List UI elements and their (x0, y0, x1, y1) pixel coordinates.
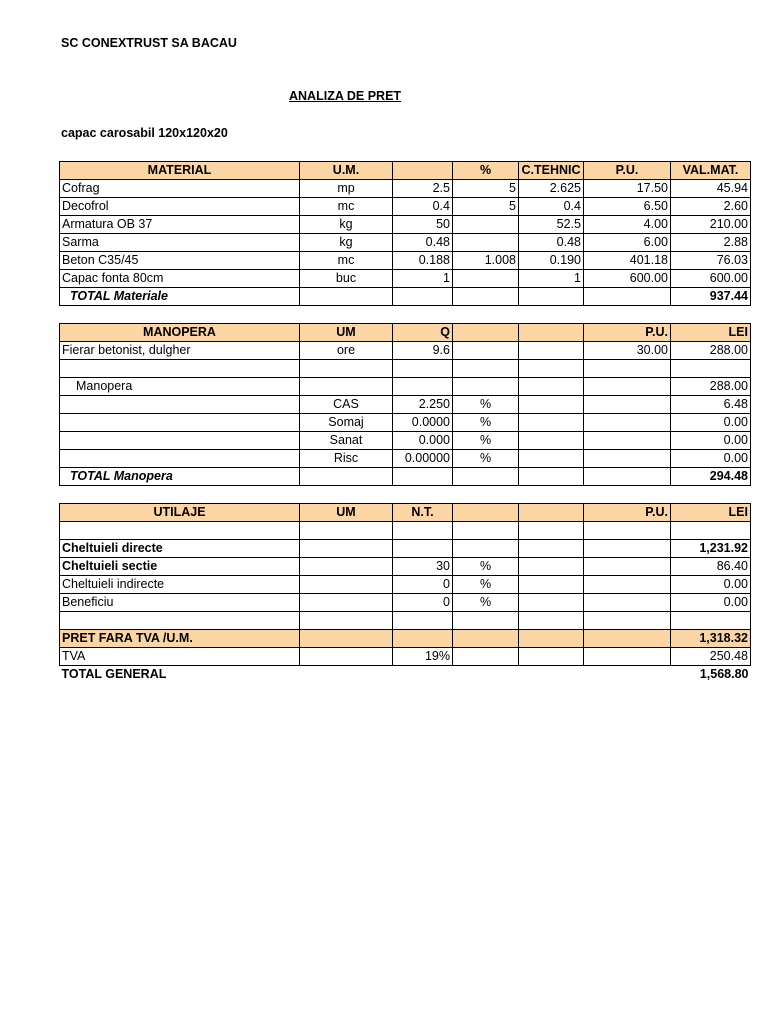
cell: 0 (393, 594, 453, 612)
table-row (60, 270, 751, 288)
cell: 210.00 (671, 216, 751, 234)
col-header (519, 324, 584, 342)
cell: 2.625 (519, 180, 584, 198)
col-header: UTILAJE (60, 504, 300, 522)
cell: % (453, 576, 519, 594)
col-header: C.TEHNIC (519, 162, 584, 180)
total-value: 937.44 (671, 288, 751, 306)
total-label: TOTAL Manopera (60, 468, 300, 486)
cell: 30 (393, 558, 453, 576)
total-label: TOTAL Materiale (60, 288, 300, 306)
cell: Cheltuieli directe (60, 540, 300, 558)
utilaje-header-row (60, 504, 751, 522)
cell: 0.00 (671, 576, 751, 594)
grand-total-value: 1,568.80 (699, 667, 749, 681)
col-header: P.U. (584, 162, 671, 180)
cell: 0.190 (519, 252, 584, 270)
tva-row (60, 648, 751, 666)
cell: 0.48 (519, 234, 584, 252)
col-header (519, 504, 584, 522)
table-row (60, 234, 751, 252)
table-row (60, 432, 751, 450)
col-header: UM (300, 324, 393, 342)
cell: % (453, 396, 519, 414)
col-header: Q (393, 324, 453, 342)
cell: 0.00 (671, 414, 751, 432)
cell: 6.48 (671, 396, 751, 414)
col-header: LEI (671, 324, 751, 342)
table-row (60, 576, 751, 594)
cell: 6.50 (584, 198, 671, 216)
price-analysis-sheet (59, 161, 751, 683)
cell: 250.48 (671, 648, 751, 666)
cell: mc (300, 252, 393, 270)
cell: 86.40 (671, 558, 751, 576)
cell: 0.4 (519, 198, 584, 216)
cell: 0.48 (393, 234, 453, 252)
cell: 19% (393, 648, 453, 666)
cell: % (453, 594, 519, 612)
table-row (60, 360, 751, 378)
cell: 0.00000 (393, 450, 453, 468)
cell: 2.5 (393, 180, 453, 198)
table-row (60, 180, 751, 198)
col-header: P.U. (584, 324, 671, 342)
cell: TVA (60, 648, 300, 666)
cell: 45.94 (671, 180, 751, 198)
table-row (60, 450, 751, 468)
cell: PRET FARA TVA /U.M. (60, 630, 300, 648)
cell: 600.00 (584, 270, 671, 288)
cell: 0.0000 (393, 414, 453, 432)
cell: Cheltuieli indirecte (60, 576, 300, 594)
cell: 76.03 (671, 252, 751, 270)
cell: Cheltuieli sectie (60, 558, 300, 576)
cell: kg (300, 234, 393, 252)
cell: Fierar betonist, dulgher (60, 342, 300, 360)
cell: kg (300, 216, 393, 234)
cell (453, 234, 519, 252)
cell: 6.00 (584, 234, 671, 252)
cell: 0.00 (671, 450, 751, 468)
col-header: % (453, 162, 519, 180)
grand-total-label: TOTAL GENERAL (61, 667, 167, 681)
cell: Capac fonta 80cm (60, 270, 300, 288)
price-table (59, 161, 751, 683)
table-row (60, 558, 751, 576)
manopera-total-row (60, 468, 751, 486)
cell: 600.00 (671, 270, 751, 288)
cell: 30.00 (584, 342, 671, 360)
cell: 0.188 (393, 252, 453, 270)
manopera-header-row (60, 324, 751, 342)
cell: % (453, 432, 519, 450)
col-header: MANOPERA (60, 324, 300, 342)
product-name: capac carosabil 120x120x20 (61, 126, 228, 140)
cell: 52.5 (519, 216, 584, 234)
col-header: P.U. (584, 504, 671, 522)
col-header: U.M. (300, 162, 393, 180)
col-header (453, 324, 519, 342)
cell: Beneficiu (60, 594, 300, 612)
cell: % (453, 414, 519, 432)
cell: Somaj (300, 414, 393, 432)
cell: 0.00 (671, 432, 751, 450)
document-title: ANALIZA DE PRET (289, 89, 402, 103)
cell: 50 (393, 216, 453, 234)
cell: 17.50 (584, 180, 671, 198)
cell: 401.18 (584, 252, 671, 270)
cell: mc (300, 198, 393, 216)
col-header: MATERIAL (60, 162, 300, 180)
cell: 0.000 (393, 432, 453, 450)
col-header (453, 504, 519, 522)
cell: 0 (393, 576, 453, 594)
table-row (60, 378, 751, 396)
material-header-row (60, 162, 751, 180)
cell: mp (300, 180, 393, 198)
table-row (60, 216, 751, 234)
cell: ore (300, 342, 393, 360)
cell: Sanat (300, 432, 393, 450)
grand-total-row (60, 666, 751, 684)
col-header: VAL.MAT. (671, 162, 751, 180)
table-row (60, 342, 751, 360)
cell: 1,231.92 (671, 540, 751, 558)
company-name: SC CONEXTRUST SA BACAU (61, 36, 237, 50)
cell (453, 216, 519, 234)
cell: Manopera (60, 378, 300, 396)
cell: buc (300, 270, 393, 288)
cell: 4.00 (584, 216, 671, 234)
col-header (393, 162, 453, 180)
cell: 1 (519, 270, 584, 288)
cell: Cofrag (60, 180, 300, 198)
cell: Armatura OB 37 (60, 216, 300, 234)
cell: Beton C35/45 (60, 252, 300, 270)
cell: 288.00 (671, 342, 751, 360)
table-row (60, 396, 751, 414)
material-total-row (60, 288, 751, 306)
cell: 5 (453, 198, 519, 216)
cell: 2.88 (671, 234, 751, 252)
col-header: UM (300, 504, 393, 522)
pret-row (60, 630, 751, 648)
cell: 0.4 (393, 198, 453, 216)
cell: 1.008 (453, 252, 519, 270)
cell: 2.250 (393, 396, 453, 414)
table-row (60, 540, 751, 558)
cell: % (453, 558, 519, 576)
cell: 288.00 (671, 378, 751, 396)
cell: Risc (300, 450, 393, 468)
table-row (60, 612, 751, 630)
cell (453, 270, 519, 288)
table-row (60, 522, 751, 540)
cell: 5 (453, 180, 519, 198)
table-row (60, 594, 751, 612)
cell: % (453, 450, 519, 468)
cell: 1 (393, 270, 453, 288)
table-row (60, 414, 751, 432)
cell: 0.00 (671, 594, 751, 612)
cell: Decofrol (60, 198, 300, 216)
cell: 9.6 (393, 342, 453, 360)
table-row (60, 252, 751, 270)
col-header: LEI (671, 504, 751, 522)
table-row (60, 198, 751, 216)
col-header: N.T. (393, 504, 453, 522)
cell: 1,318.32 (671, 630, 751, 648)
cell: CAS (300, 396, 393, 414)
cell: 2.60 (671, 198, 751, 216)
cell: Sarma (60, 234, 300, 252)
total-value: 294.48 (671, 468, 751, 486)
